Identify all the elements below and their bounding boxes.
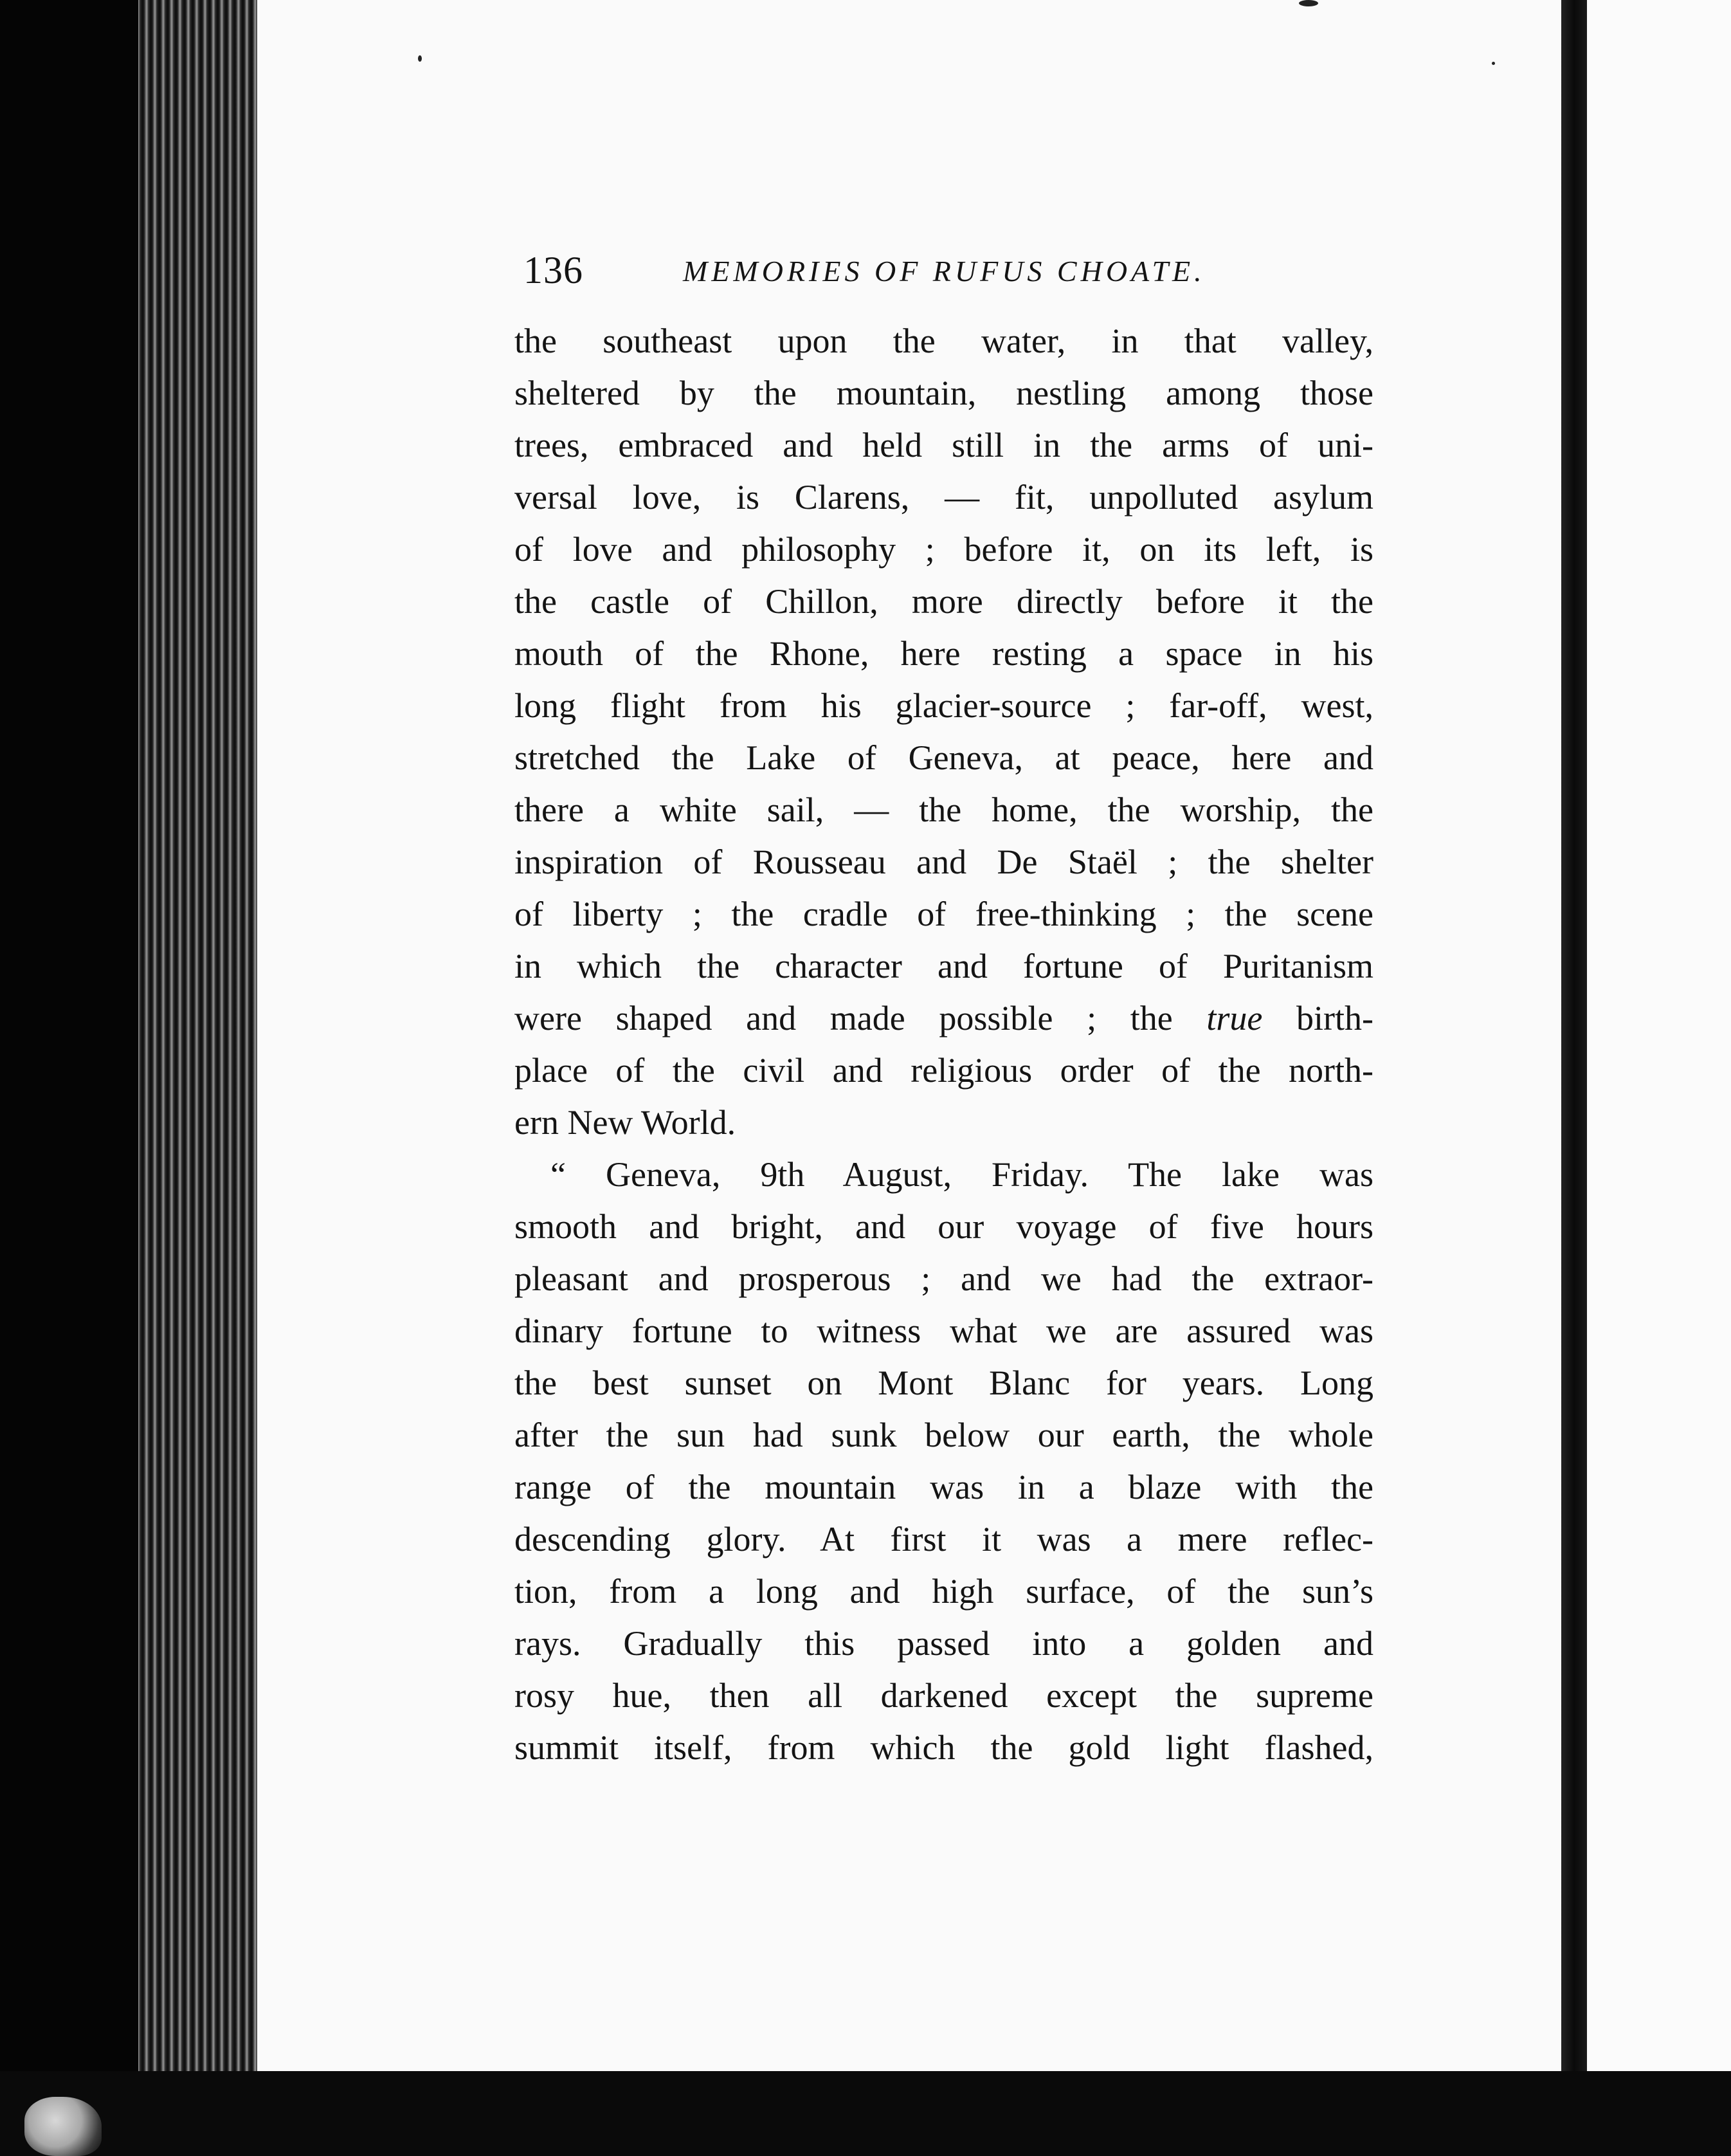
text-line: dinary fortune to witness what we are assured was bbox=[514, 1311, 1373, 1350]
text-line: rosy hue, then all darkened except the supreme bbox=[514, 1676, 1373, 1715]
text-line-with-italic bbox=[514, 992, 1373, 1045]
running-title: MEMORIES OF RUFUS CHOATE. bbox=[683, 255, 1206, 288]
text-line: in which the character and fortune of Puritanism bbox=[514, 947, 1373, 985]
scan-bottom-border bbox=[0, 2071, 1731, 2156]
text-line: versal love, is Clarens, — fit, unpolluted asylum bbox=[514, 478, 1373, 516]
text-line: stretched the Lake of Geneva, at peace, here and bbox=[514, 738, 1373, 777]
text-line: there a white sail, — the home, the worship, the bbox=[514, 790, 1373, 829]
text-line: the castle of Chillon, more directly before it the bbox=[514, 582, 1373, 621]
text-line: of liberty ; the cradle of free-thinking ; the scene bbox=[514, 895, 1373, 933]
book-binding-shadow bbox=[0, 0, 138, 2071]
text-line: rays. Gradually this passed into a golden and bbox=[514, 1624, 1373, 1663]
text-line: the best sunset on Mont Blanc for years. Long bbox=[514, 1364, 1373, 1402]
text-line: of love and philosophy ; before it, on its left, is bbox=[514, 530, 1373, 569]
ink-speck bbox=[418, 55, 422, 62]
italic-word: true bbox=[1206, 999, 1263, 1037]
paragraph-end-line: ern New World. bbox=[514, 1103, 736, 1142]
text-line: “ Geneva, 9th August, Friday. The lake was bbox=[550, 1155, 1373, 1194]
text-line: descending glory. At first it was a mere reflec- bbox=[514, 1520, 1373, 1558]
facing-page bbox=[1587, 0, 1731, 2071]
text-line: range of the mountain was in a blaze with the bbox=[514, 1468, 1373, 1506]
text-line: trees, embraced and held still in the arms of uni- bbox=[514, 426, 1373, 464]
text-line: tion, from a long and high surface, of the sun’s bbox=[514, 1572, 1373, 1611]
text-line: place of the civil and religious order of the north- bbox=[514, 1051, 1373, 1090]
text-line: after the sun had sunk below our earth, the whole bbox=[514, 1416, 1373, 1454]
text-line-end: birth- bbox=[1296, 999, 1373, 1037]
text-line: the southeast upon the water, in that valley, bbox=[514, 322, 1373, 360]
text-line: long flight from his glacier-source ; far-off, west, bbox=[514, 686, 1373, 725]
text-line: mouth of the Rhone, here resting a space in his bbox=[514, 634, 1373, 673]
text-line: inspiration of Rousseau and De Staël ; the shelter bbox=[514, 843, 1373, 881]
text-line: pleasant and prosperous ; and we had the extraor- bbox=[514, 1259, 1373, 1298]
body-text bbox=[514, 315, 1373, 1774]
text-line: smooth and bright, and our voyage of five hours bbox=[514, 1207, 1373, 1246]
ink-speck bbox=[1492, 62, 1495, 65]
facing-page-edge bbox=[1561, 0, 1587, 2071]
thumb-smudge bbox=[24, 2097, 102, 2156]
page-number: 136 bbox=[523, 249, 583, 291]
ink-speck bbox=[1299, 0, 1318, 6]
text-line: summit itself, from which the gold light flashed, bbox=[514, 1728, 1373, 1767]
page-header bbox=[523, 244, 1224, 296]
text-line-start: were shaped and made possible ; the bbox=[514, 999, 1173, 1037]
text-line: sheltered by the mountain, nestling among those bbox=[514, 374, 1373, 412]
